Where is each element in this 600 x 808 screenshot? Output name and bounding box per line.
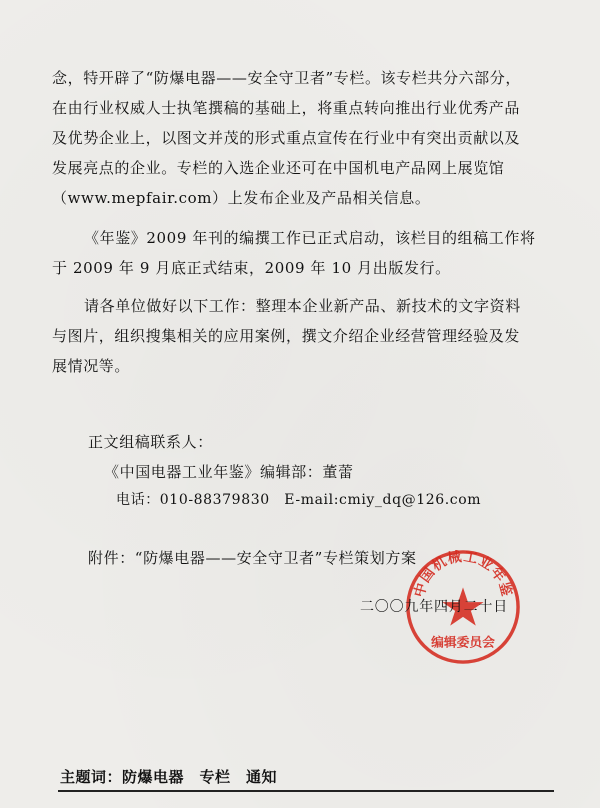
document-date: 二〇〇九年四月二十日 bbox=[360, 599, 508, 615]
paragraph-2-line-2: 于 2009 年 9 月底正式结束，2009 年 10 月出版发行。 bbox=[52, 259, 451, 277]
paragraph-1-line-5: （www.mepfair.com）上发布企业及产品相关信息。 bbox=[52, 189, 431, 207]
paragraph-2-line-1: 《年鉴》2009 年刊的编撰工作已正式启动，该栏目的组稿工作将 bbox=[84, 229, 536, 247]
contact-heading: 正文组稿联系人： bbox=[88, 433, 213, 451]
svg-text:编辑委员会: 编辑委员会 bbox=[431, 635, 495, 651]
paragraph-1-line-2: 在由行业权威人士执笔撰稿的基础上，将重点转向推出行业优秀产品 bbox=[52, 99, 521, 117]
keywords-underline bbox=[58, 790, 554, 792]
paragraph-3-line-3: 展情况等。 bbox=[52, 357, 131, 375]
subject-keywords: 主题词：防爆电器 专栏 通知 bbox=[60, 768, 278, 786]
contact-phone-email: 电话：010-88379830 E-mail:cmiy_dq@126.com bbox=[116, 492, 482, 508]
paragraph-1-line-1: 念，特开辟了“防爆电器——安全守卫者”专栏。该专栏共分六部分， bbox=[52, 69, 521, 87]
svg-text:中国机械工业年鉴: 中国机械工业年鉴 bbox=[411, 548, 515, 599]
paragraph-3-line-2: 与图片，组织搜集相关的应用案例，撰文介绍企业经营管理经验及发 bbox=[52, 327, 521, 345]
paragraph-3-line-1: 请各单位做好以下工作：整理本企业新产品、新技术的文字资料 bbox=[84, 297, 521, 315]
contact-department: 《中国电器工业年鉴》编辑部：董蕾 bbox=[104, 463, 354, 481]
attachment-line: 附件：“防爆电器——安全守卫者”专栏策划方案 bbox=[88, 549, 417, 567]
paragraph-1-line-4: 发展亮点的企业。专栏的入选企业还可在中国机电产品网上展览馆 bbox=[52, 159, 505, 177]
paragraph-1-line-3: 及优势企业上，以图文并茂的形式重点宣传在行业中有突出贡献以及 bbox=[52, 129, 521, 147]
